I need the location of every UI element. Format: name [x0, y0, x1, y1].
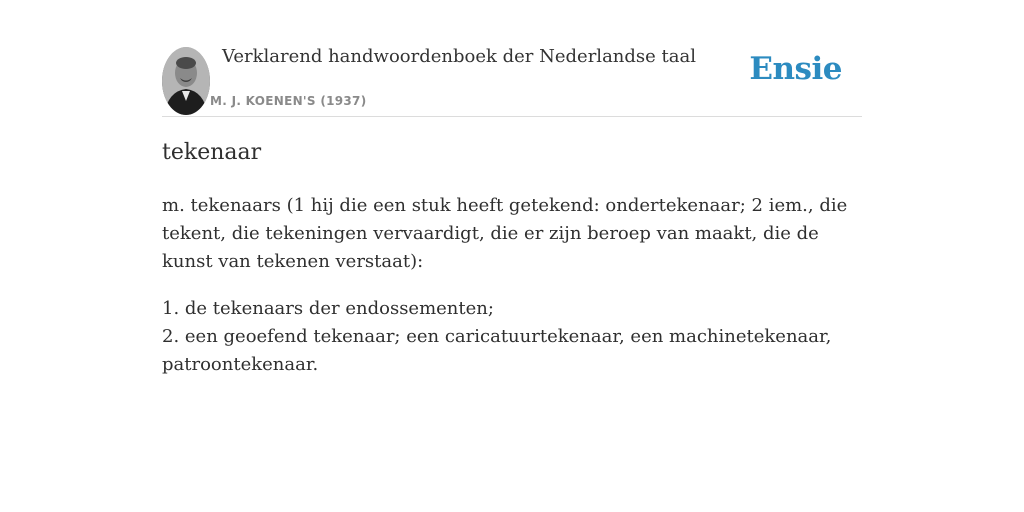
- book-author-year: M. J. KOENEN'S (1937): [210, 94, 367, 108]
- ensie-logo-link[interactable]: Ensie: [749, 51, 842, 87]
- example-item: 1. de tekenaars der endossementen;: [162, 298, 494, 319]
- example-item: 2. een geoefend tekenaar; een caricatuurtekenaar, een machinetekenaar, patroontekenaar.: [162, 326, 832, 375]
- dictionary-header: [162, 40, 862, 117]
- entry-definition: m. tekenaars (1 hij die een stuk heeft getekend: ondertekenaar; 2 iem., die tekent, die tekeningen vervaardigt, die er zijn beroep van maakt, die de kunst van tekenen verstaat):: [162, 195, 848, 272]
- book-title: Verklarend handwoordenboek der Nederlandse taal: [222, 46, 696, 67]
- entry-examples: [162, 295, 867, 379]
- entry-headword: tekenaar: [162, 140, 262, 165]
- author-portrait: [162, 47, 210, 115]
